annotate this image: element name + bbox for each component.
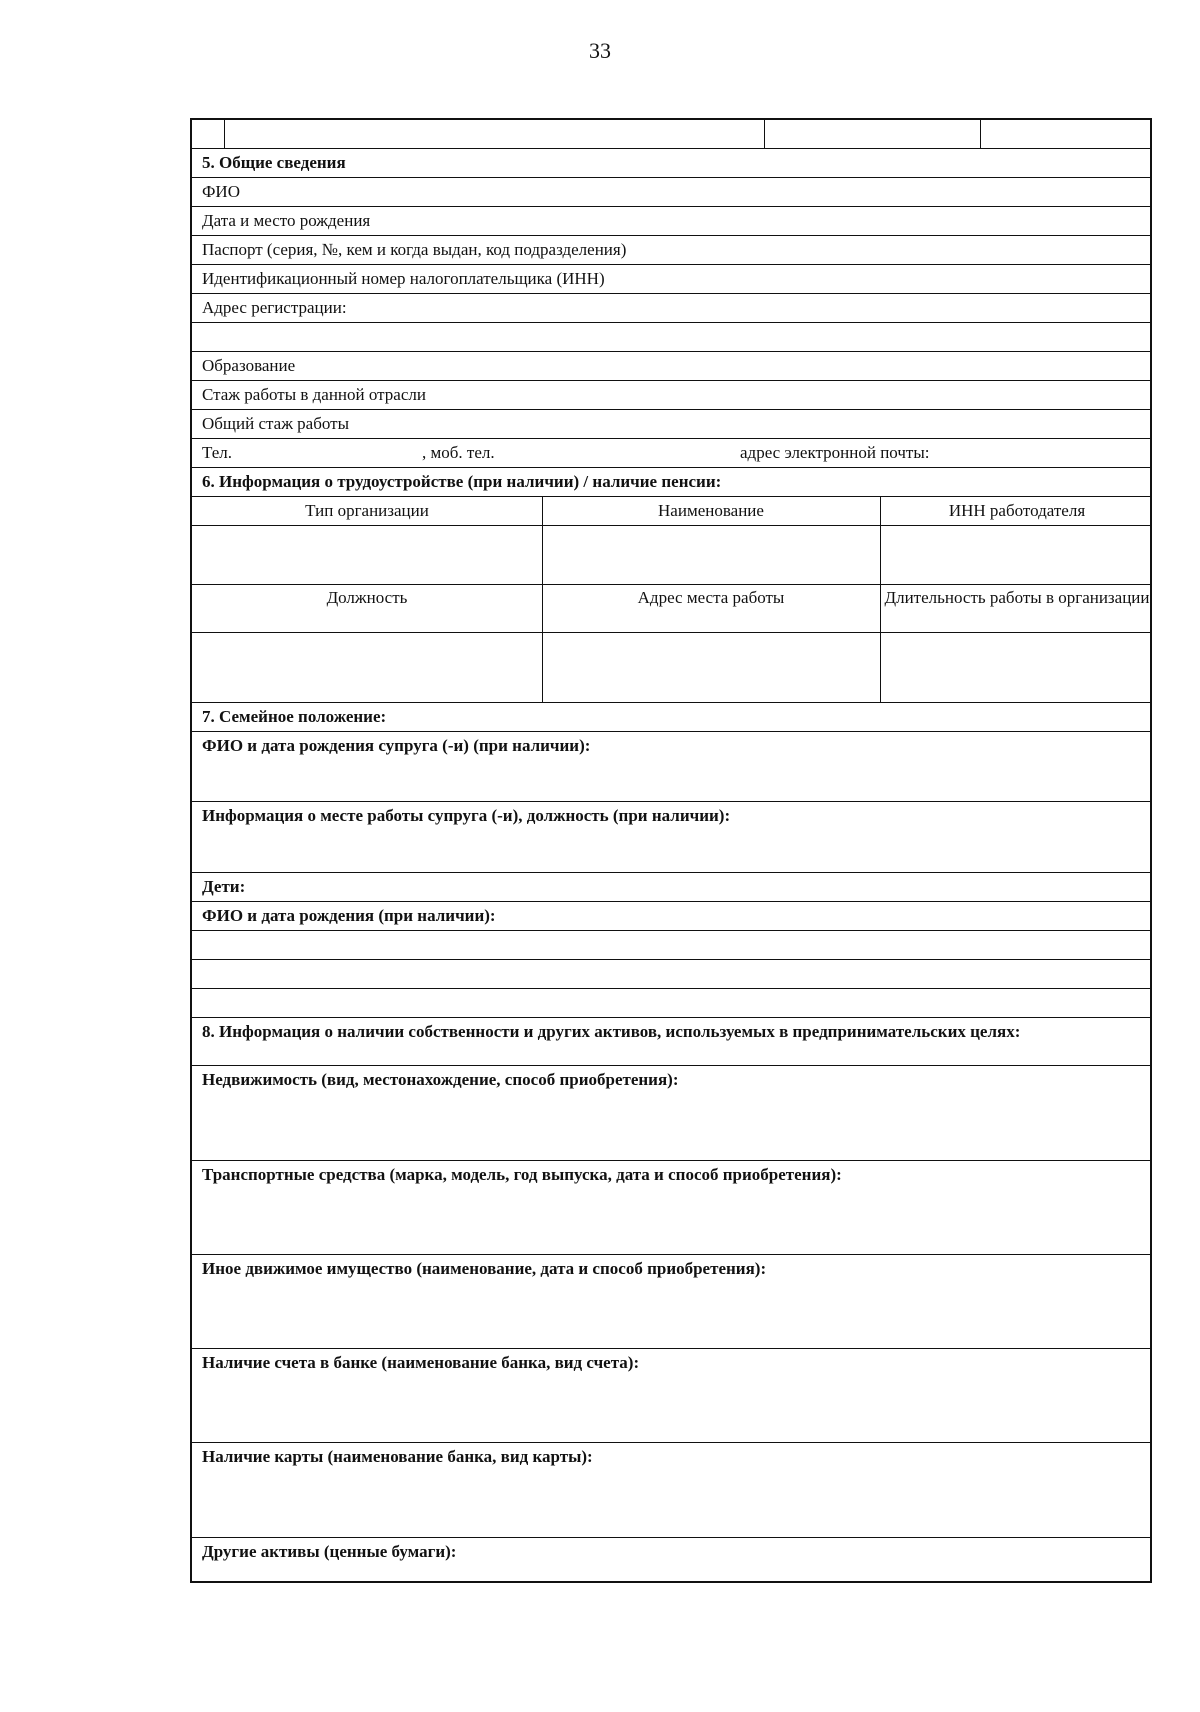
row-divider — [192, 293, 1150, 294]
col-work-address: Адрес места работы — [637, 588, 785, 607]
row-divider — [192, 1017, 1150, 1018]
industry-experience-field[interactable]: Стаж работы в данной отрасли — [202, 385, 426, 404]
total-experience-field[interactable]: Общий стаж работы — [202, 414, 350, 433]
row-divider — [192, 959, 1150, 960]
section5-heading: 5. Общие сведения — [202, 153, 346, 172]
section8-heading: 8. Информация о наличии собственности и других активов, используемых в предпринимательских целях: — [202, 1022, 1021, 1041]
carryover-divider — [224, 120, 225, 148]
row-divider — [192, 1442, 1150, 1443]
row-divider — [192, 901, 1150, 902]
spouse-field[interactable]: ФИО и дата рождения супруга (-и) (при наличии): — [202, 736, 591, 755]
row-divider — [192, 930, 1150, 931]
col-duration: Длительность работы в организации — [884, 588, 1150, 607]
children-heading: Дети: — [202, 877, 246, 896]
row-divider — [192, 351, 1150, 352]
row-divider — [192, 801, 1150, 802]
movable-property-field[interactable]: Иное движимое имущество (наименование, дата и способ приобретения): — [202, 1259, 767, 1278]
section6-heading: 6. Информация о трудоустройстве (при наличии) / наличие пенсии: — [202, 472, 722, 491]
row-divider — [192, 148, 1150, 149]
fio-field[interactable]: ФИО — [202, 182, 240, 201]
row-divider — [192, 235, 1150, 236]
section7-heading: 7. Семейное положение: — [202, 707, 387, 726]
row-divider — [192, 380, 1150, 381]
bank-card-field[interactable]: Наличие карты (наименование банка, вид карты): — [202, 1447, 593, 1466]
address-field[interactable]: Адрес регистрации: — [202, 298, 347, 317]
row-divider — [192, 1160, 1150, 1161]
row-divider — [192, 525, 1150, 526]
real-estate-field[interactable]: Недвижимость (вид, местонахождение, способ приобретения): — [202, 1070, 679, 1089]
row-divider — [192, 264, 1150, 265]
row-divider — [192, 632, 1150, 633]
row-divider — [192, 1254, 1150, 1255]
row-divider — [192, 1537, 1150, 1538]
col-name: Наименование — [658, 501, 764, 520]
vehicles-field[interactable]: Транспортные средства (марка, модель, год выпуска, дата и способ приобретения): — [202, 1165, 842, 1184]
row-divider — [192, 206, 1150, 207]
row-divider — [192, 731, 1150, 732]
carryover-divider — [764, 120, 765, 148]
col-position: Должность — [326, 588, 408, 607]
row-divider — [192, 409, 1150, 410]
carryover-divider — [980, 120, 981, 148]
col-org-type: Тип организации — [305, 501, 429, 520]
row-divider — [192, 702, 1150, 703]
spouse-work-field[interactable]: Информация о месте работы супруга (-и), должность (при наличии): — [202, 806, 731, 825]
bank-account-field[interactable]: Наличие счета в банке (наименование банка, вид счета): — [202, 1353, 640, 1372]
row-divider — [192, 322, 1150, 323]
row-divider — [192, 496, 1150, 497]
page-number: 33 — [589, 38, 611, 63]
mobile-field[interactable]: , моб. тел. — [422, 443, 495, 462]
children-fio-field[interactable]: ФИО и дата рождения (при наличии): — [202, 906, 496, 925]
col-employer-inn: ИНН работодателя — [948, 501, 1086, 520]
passport-field[interactable]: Паспорт (серия, №, кем и когда выдан, код подразделения) — [202, 240, 627, 259]
row-divider — [192, 467, 1150, 468]
row-divider — [192, 988, 1150, 989]
inn-field[interactable]: Идентификационный номер налогоплательщика (ИНН) — [202, 269, 605, 288]
birth-field[interactable]: Дата и место рождения — [202, 211, 371, 230]
other-assets-field[interactable]: Другие активы (ценные бумаги): — [202, 1542, 457, 1561]
education-field[interactable]: Образование — [202, 356, 296, 375]
row-divider — [192, 177, 1150, 178]
row-divider — [192, 872, 1150, 873]
row-divider — [192, 1348, 1150, 1349]
phone-field[interactable]: Тел. — [202, 443, 233, 462]
row-divider — [192, 584, 1150, 585]
row-divider — [192, 1065, 1150, 1066]
row-divider — [192, 438, 1150, 439]
questionnaire-form — [190, 118, 1152, 1583]
email-field[interactable]: адрес электронной почты: — [740, 443, 930, 462]
